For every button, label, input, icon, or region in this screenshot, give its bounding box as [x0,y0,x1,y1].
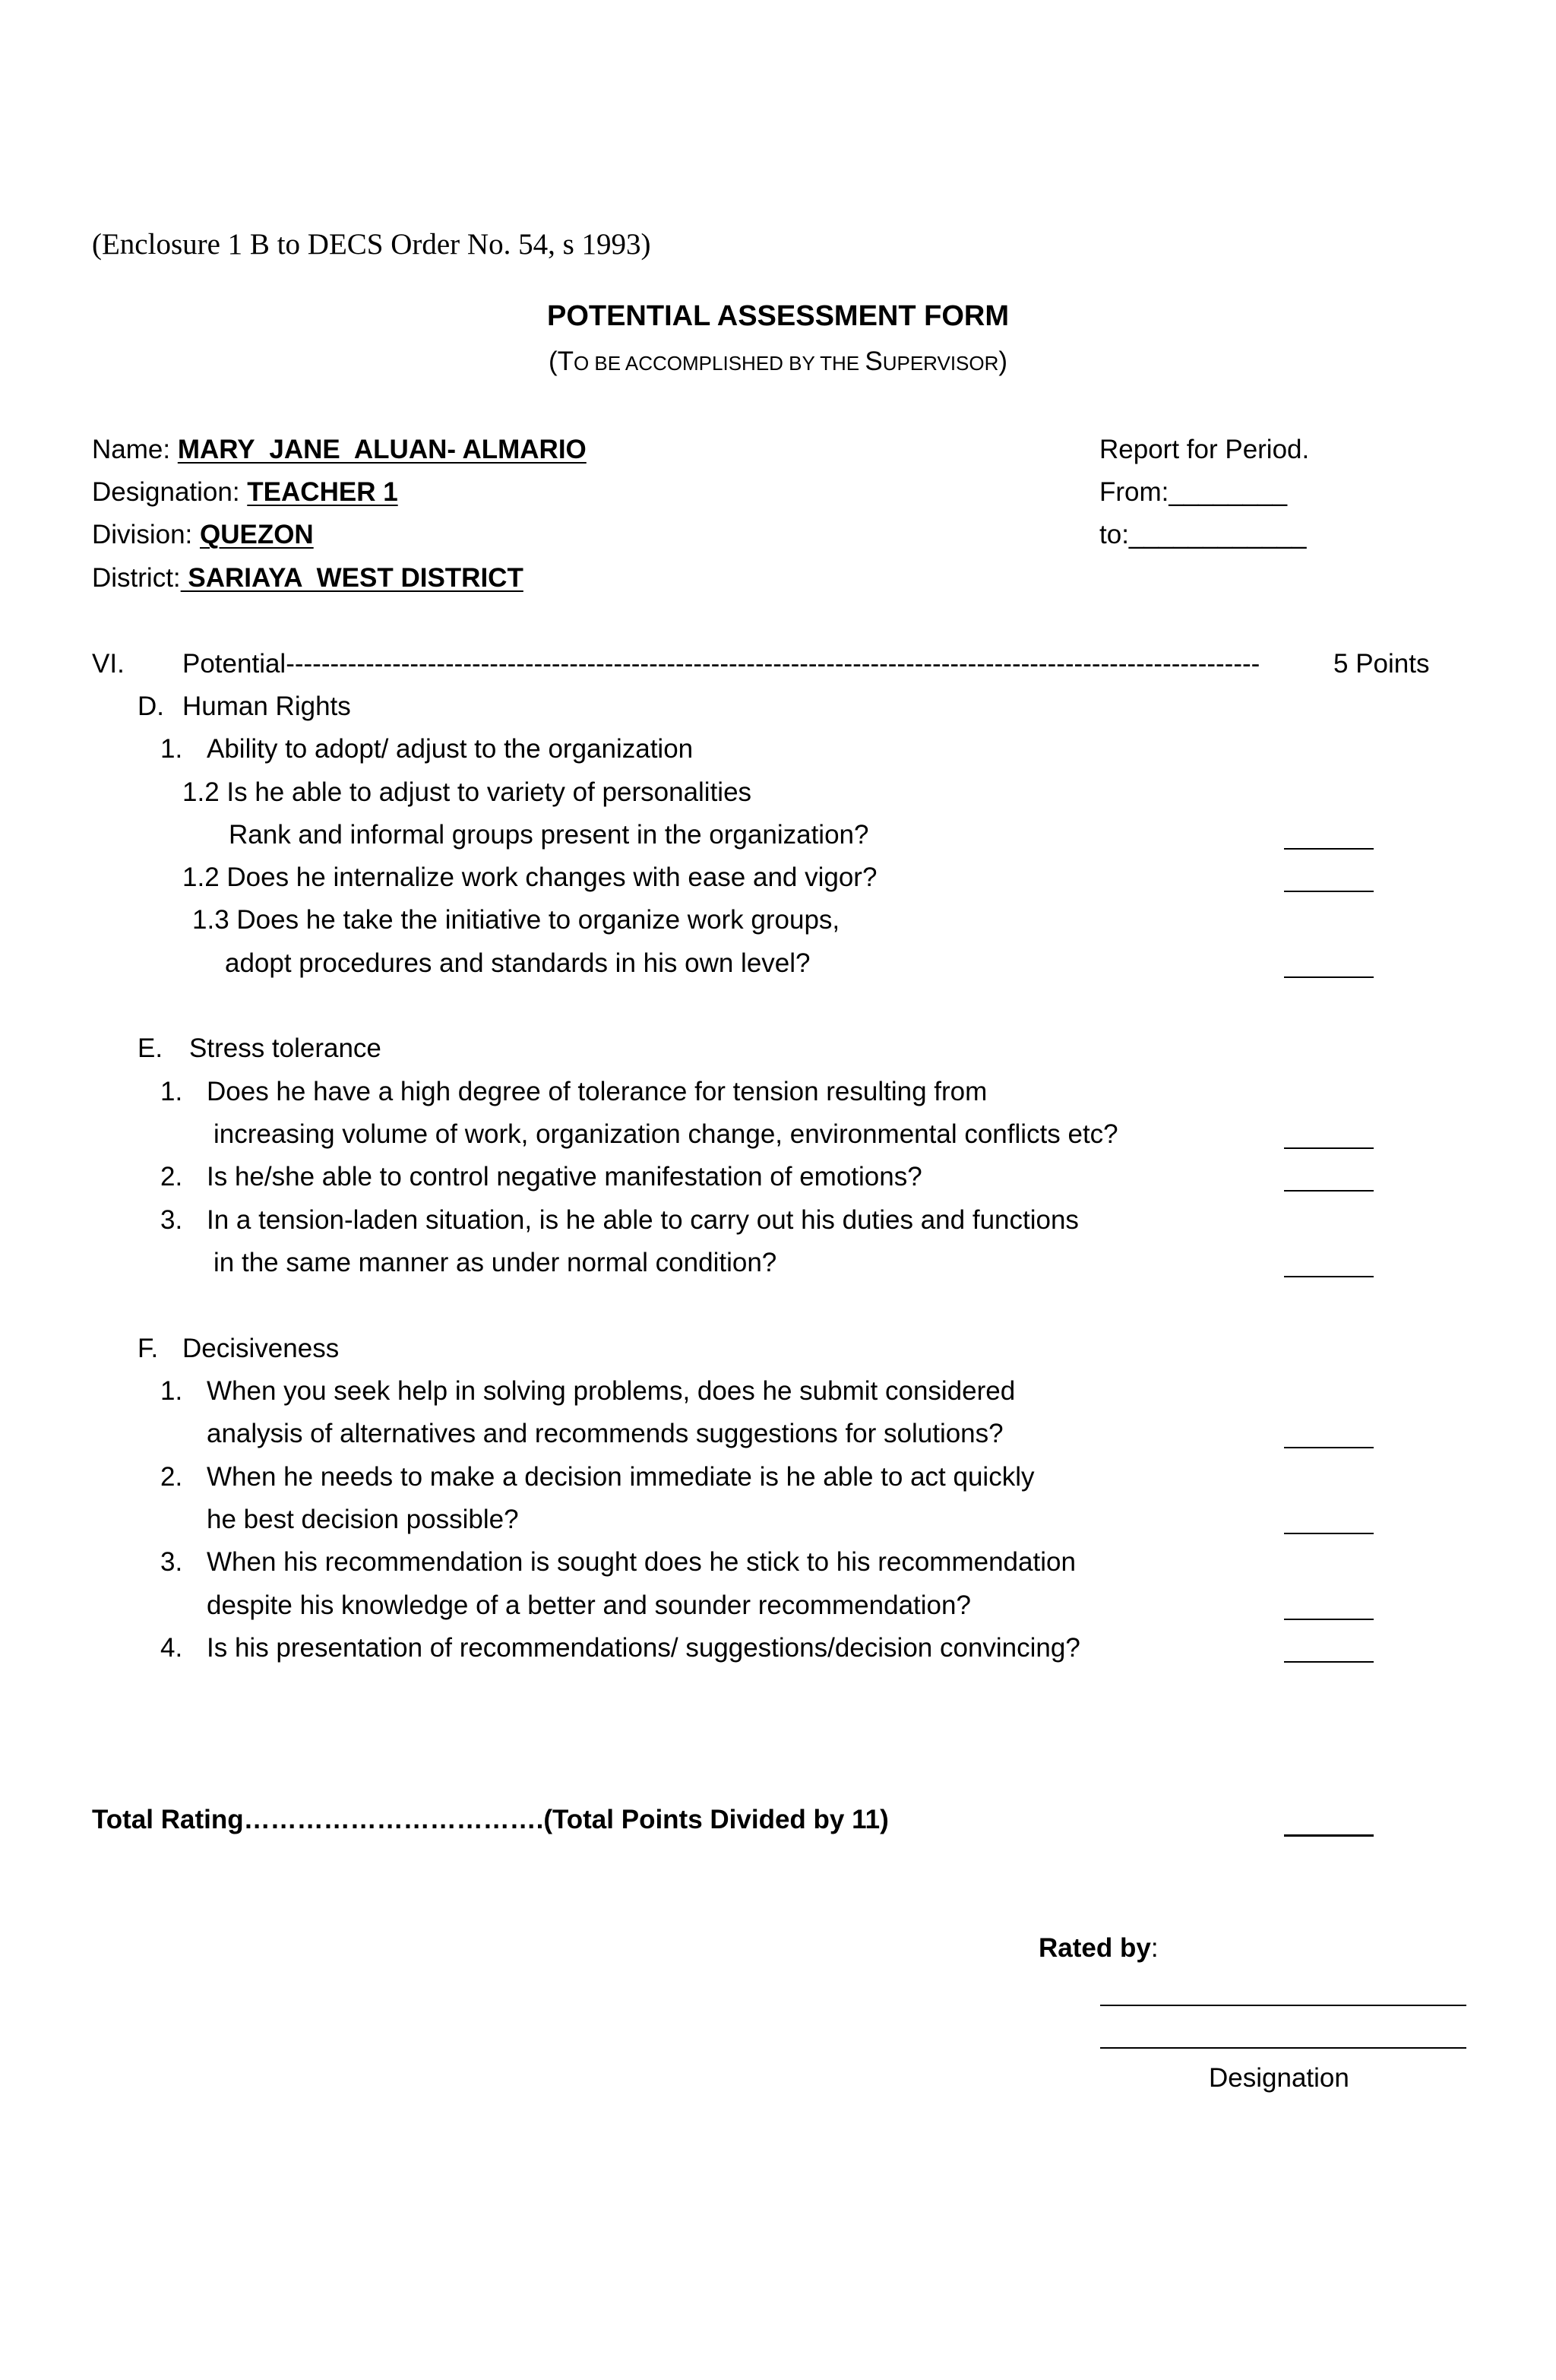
item-text: increasing volume of work, organization change, environmental conflicts etc? [213,1119,1118,1149]
designation-caption: Designation [1209,2063,1349,2093]
subtitle-s: S [865,347,883,376]
form-title: POTENTIAL ASSESSMENT FORM [546,300,1010,332]
subsection-letter-e: E. [138,1033,163,1063]
division-value: QUEZON [199,520,314,549]
total-rating-blank[interactable] [1284,1834,1374,1837]
designation-label: Designation: [92,477,248,507]
form-subtitle [0,348,1556,375]
question-text: 1.2 Does he internalize work changes with ease and vigor? [182,862,878,892]
subtitle-close: ) [998,347,1008,376]
item-text: he best decision possible? [207,1505,519,1534]
rated-by-colon: : [1150,1933,1159,1963]
item-text: Is he/she able to control negative manifestation of emotions? [207,1162,922,1192]
item-number: 1. [160,734,183,764]
item-number: 3. [160,1205,183,1235]
district-row [92,565,523,591]
section-title-row [182,650,1432,677]
designation-row [92,479,398,505]
section-title: Potential [182,650,286,677]
item-text: In a tension-laden situation, is he able to carry out his duties and functions [207,1205,1079,1235]
designation-line[interactable] [1100,2047,1466,2049]
item-number: 1. [160,1376,183,1406]
district-value: SARIAYA WEST DISTRICT [180,563,523,593]
question-text: adopt procedures and standards in his own level? [225,948,811,978]
section-points: 5 Points [1333,649,1430,679]
item-number: 2. [160,1162,183,1192]
signature-line[interactable] [1100,2005,1466,2006]
enclosure-reference: (Enclosure 1 B to DECS Order No. 54, s 1993) [92,228,651,261]
rating-blank[interactable] [1284,1276,1374,1277]
subsection-letter-f: F. [138,1334,159,1363]
name-label: Name: [92,435,178,464]
question-text: 1.2 Is he able to adjust to variety of personalities [182,777,752,807]
section-dashes: -------------------------------------------------------------------------------------------------------------- [286,650,1260,677]
period-to-field[interactable]: to:____________ [1099,520,1307,549]
subsection-title-d: Human Rights [182,692,351,721]
item-text: When his recommendation is sought does he stick to his recommendation [207,1547,1076,1577]
subtitle-t: T [557,347,574,376]
subtitle-open: ( [548,347,558,376]
item-text: When you seek help in solving problems, does he submit considered [207,1376,1016,1406]
rating-blank[interactable] [1284,1147,1374,1149]
designation-value: TEACHER 1 [247,477,398,507]
item-text: in the same manner as under normal condition? [213,1248,777,1277]
rating-blank[interactable] [1284,1190,1374,1192]
subtitle-body2: UPERVISOR [882,352,999,375]
item-text: Ability to adopt/ adjust to the organization [207,734,694,764]
report-period-label: Report for Period. [1099,435,1310,464]
item-number: 3. [160,1547,183,1577]
rating-blank[interactable] [1284,1533,1374,1534]
rated-by-label: Rated by [1039,1933,1151,1963]
rating-blank[interactable] [1284,1619,1374,1620]
question-text: Rank and informal groups present in the organization? [229,820,869,850]
item-text: When he needs to make a decision immediate is he able to act quickly [207,1462,1035,1492]
question-text: 1.3 Does he take the initiative to organize work groups, [192,905,840,935]
rating-blank[interactable] [1284,976,1374,978]
item-number: 1. [160,1077,183,1106]
subsection-title-e: Stress tolerance [189,1033,381,1063]
district-label: District: [92,563,181,593]
rating-blank[interactable] [1284,1661,1374,1663]
subsection-letter-d: D. [138,692,164,721]
rating-blank[interactable] [1284,1447,1374,1448]
subtitle-body: O BE ACCOMPLISHED BY THE [573,352,865,375]
name-row [92,436,587,463]
item-number: 2. [160,1462,183,1492]
rating-blank[interactable] [1284,848,1374,850]
division-label: Division: [92,520,200,549]
subsection-title-f: Decisiveness [182,1334,340,1363]
rating-blank[interactable] [1284,891,1374,892]
section-number: VI. [92,649,125,679]
period-from-field[interactable]: From:________ [1099,477,1288,507]
item-text: Does he have a high degree of tolerance for tension resulting from [207,1077,988,1106]
name-value: MARY JANE ALUAN- ALMARIO [177,435,587,464]
total-rating-label: Total Rating…………………………….(Total Points Divided by 11) [92,1805,889,1834]
item-text: analysis of alternatives and recommends suggestions for solutions? [207,1419,1004,1448]
item-text: Is his presentation of recommendations/ suggestions/decision convincing? [207,1633,1080,1663]
division-row [92,521,314,548]
rated-by-row [1039,1935,1159,1961]
item-number: 4. [160,1633,183,1663]
item-text: despite his knowledge of a better and sounder recommendation? [207,1590,971,1620]
